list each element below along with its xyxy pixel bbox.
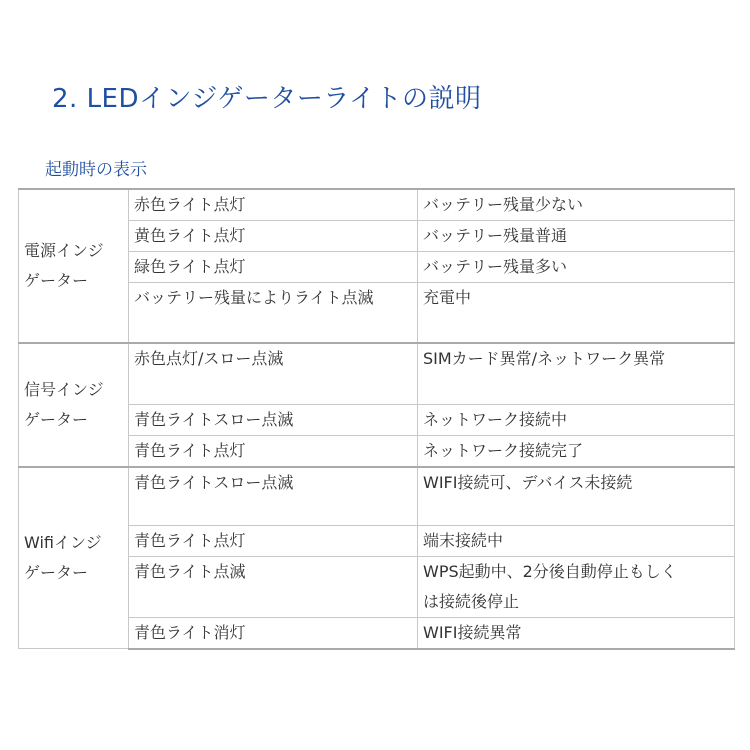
table-row (19, 343, 735, 405)
group-label-line: 電源インジ (24, 240, 104, 260)
group-label-line: 信号インジ (24, 379, 104, 399)
meaning-cell: ネットワーク接続中 (418, 405, 735, 436)
meaning-cell: WIFI接続異常 (418, 617, 735, 649)
group-label-signal (19, 343, 129, 468)
section-subtitle: 起動時の表示 (45, 160, 147, 180)
meaning-cell: バッテリー残量多い (418, 252, 735, 283)
led-indicator-table (18, 188, 735, 650)
group-label-line: ゲーター (24, 563, 89, 582)
table-row (19, 467, 735, 525)
meaning-cell: 端末接続中 (418, 525, 735, 556)
meaning-line: は接続後停止 (423, 591, 520, 611)
meaning-cell: WIFI接続可、デバイス未接続 (418, 467, 735, 525)
table-row (19, 189, 735, 221)
meaning-cell: 充電中 (418, 283, 735, 343)
light-state-cell: 青色ライト点滅 (129, 556, 418, 617)
light-state-cell: バッテリー残量によりライト点滅 (129, 283, 418, 343)
meaning-line: WPS起動中、2分後自動停止もしく (423, 561, 677, 581)
light-state-cell: 青色ライト点灯 (129, 436, 418, 468)
group-label-line: ゲーター (24, 270, 89, 290)
light-state-cell: 赤色ライト点灯 (129, 189, 418, 221)
meaning-cell (418, 556, 735, 617)
light-state-cell: 青色ライトスロー点滅 (129, 467, 418, 525)
group-label-wifi (19, 467, 129, 649)
light-state-cell: 青色ライトスロー点滅 (129, 405, 418, 436)
light-state-cell: 赤色点灯/スロー点滅 (129, 343, 418, 405)
light-state-cell: 緑色ライト点灯 (129, 252, 418, 283)
light-state-cell: 黄色ライト点灯 (129, 221, 418, 252)
meaning-cell: ネットワーク接続完了 (418, 436, 735, 468)
light-state-cell: 青色ライト点灯 (129, 525, 418, 556)
group-label-line: Wifiインジ (24, 533, 102, 552)
light-state-cell: 青色ライト消灯 (129, 617, 418, 649)
meaning-cell: SIMカード異常/ネットワーク異常 (418, 343, 735, 405)
meaning-cell: バッテリー残量少ない (418, 189, 735, 221)
page-title: 2. LEDインジゲーターライトの説明 (52, 84, 482, 114)
group-label-power (19, 189, 129, 343)
meaning-cell: バッテリー残量普通 (418, 221, 735, 252)
group-label-line: ゲーター (24, 409, 89, 429)
